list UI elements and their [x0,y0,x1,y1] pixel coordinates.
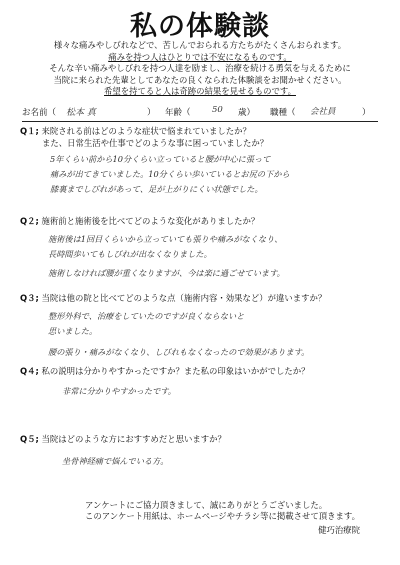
answer-line: 長時間歩いてもしびれが出なくなりました。 [48,249,212,259]
question-3 [20,293,382,305]
question-text: 当院は他の院と比べてどのような点（施術内容・効果など）が違いますか？ [41,293,327,303]
answer-5 [62,454,382,469]
question-2 [20,216,382,228]
answer-line: 思いました。 [48,326,98,336]
footer-line: このアンケート用紙は、ホームページやチラシ等に掲載させて頂きます。 [84,511,360,522]
job-value: 会社員 [310,107,336,117]
footer-line: アンケートにご協力頂きまして、誠にありがとうございました。 [84,500,328,510]
question-text: 当院はどのような方におすすめだと思いますか？ [41,434,226,444]
intro-line: 痛みを持つ人はひとりでは不安になるものです。 [108,51,292,62]
question-text: 私の説明は分かりやすかったですか？また私の印象はいかがでしたか？ [41,366,310,376]
footer-note [85,500,360,536]
question-label: Q２; [20,216,39,226]
intro-text [20,40,380,98]
question-text: 施術前と施術後を比べてどのような変化がありましたか？ [41,216,260,226]
info-underline [22,121,378,122]
question-label: Q４; [20,366,39,376]
question-text: 来院される前はどのような症状で悩まれていましたか？ [41,126,251,136]
job-close: ） [362,108,371,118]
answer-line: 整形外科で、治療をしていたのですが良くならないと [48,311,245,321]
name-close: ） [147,108,156,118]
job-label: 職種（ [270,108,296,118]
answer-4 [62,384,382,399]
question-1 [20,126,382,149]
answer-line: 5年くらい前から10分くらい立っていると腰が中心に張って [50,154,271,164]
answer-line: 坐骨神経痛で悩んでいる方。 [62,456,169,466]
answer-3 [48,309,382,360]
answer-2 [48,232,382,281]
answer-line: 施術しなければ腰が重くなりますが、今は楽に過ごせています。 [48,268,285,278]
question-5 [20,434,382,446]
age-label: 年齢（ [165,108,191,118]
question-label: Q５; [20,434,39,444]
name-value: 松本 真 [66,108,96,118]
intro-line: 様々な痛みやしびれなどで、苦しんでおられる方たちがたくさんおられます。 [53,40,347,50]
intro-line: そんな辛い痛みやしびれを持つ人達を励まし、治療を続ける勇気を与えるために [49,63,351,74]
page-title: 私の体験談 [130,11,270,42]
intro-line: 希望を持てると人は奇跡の結果を見せるものです。 [104,86,296,97]
question-label: Q３; [20,293,39,303]
answer-line: 膝裏までしびれがあって、足が上がりにくい状態でした。 [50,184,263,194]
answer-line: 痛みが出てきていました。10分くらい歩いているとお尻の下から [50,169,290,179]
name-label: お名前（ [22,108,57,118]
question-text: また、日常生活や仕事でどのような事に困っていましたか？ [42,137,269,148]
answer-line: 非常に分かりやすかったです。 [62,386,176,396]
respondent-info [22,104,378,120]
intro-line: 当院に来られた先輩としてあなたの良くなられた体験談をお聞かせください。 [53,74,347,85]
question-label: Q１; [20,126,39,136]
question-4 [20,366,382,378]
age-value: 50 [212,105,223,115]
answer-line: 施術後は1回目くらいから立っていても張りや痛みがなくなり、 [48,234,283,244]
answer-1 [50,152,382,197]
age-unit: 歳） [238,108,256,118]
clinic-name: 健巧治療院 [318,524,360,535]
answer-line: 腰の張り・痛みがなくなり、しびれもなくなったので効果があります。 [48,347,310,357]
